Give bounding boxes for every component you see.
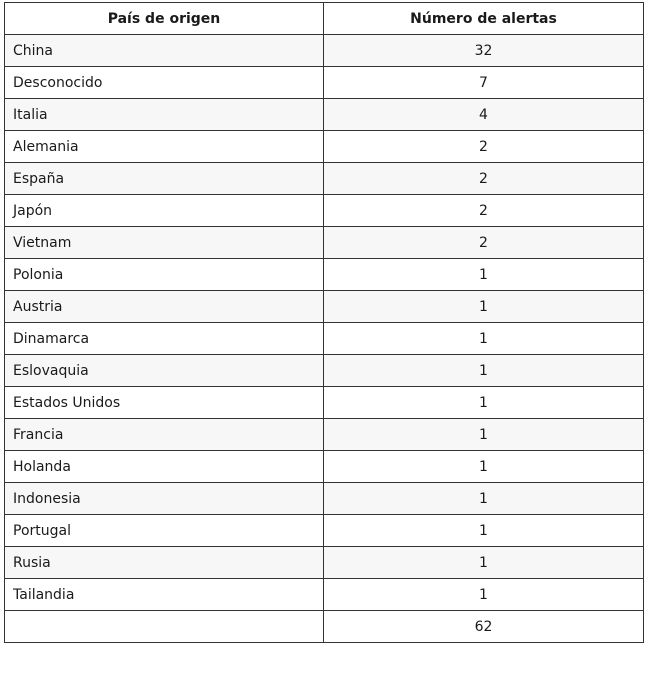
- alert-count-cell: 1: [324, 259, 644, 291]
- alert-count-cell: 1: [324, 419, 644, 451]
- table-row: [5, 131, 644, 163]
- header-alert-count: Número de alertas: [324, 3, 644, 35]
- country-cell: Francia: [5, 419, 324, 451]
- table-row: [5, 35, 644, 67]
- country-cell: España: [5, 163, 324, 195]
- table-row: [5, 515, 644, 547]
- country-cell: Austria: [5, 291, 324, 323]
- alert-count-cell: 4: [324, 99, 644, 131]
- table-row: [5, 291, 644, 323]
- table-row: [5, 195, 644, 227]
- country-cell: Holanda: [5, 451, 324, 483]
- table-row: [5, 355, 644, 387]
- header-country: País de origen: [5, 3, 324, 35]
- alert-count-cell: 1: [324, 483, 644, 515]
- alert-count-cell: 1: [324, 355, 644, 387]
- table-row: [5, 67, 644, 99]
- alert-count-cell: 1: [324, 547, 644, 579]
- country-cell: Japón: [5, 195, 324, 227]
- table-row: [5, 259, 644, 291]
- alert-count-cell: 2: [324, 163, 644, 195]
- country-cell: Desconocido: [5, 67, 324, 99]
- alert-count-cell: 1: [324, 387, 644, 419]
- alert-count-cell: 2: [324, 195, 644, 227]
- alert-count-cell: 1: [324, 579, 644, 611]
- country-cell: Indonesia: [5, 483, 324, 515]
- table-row: [5, 227, 644, 259]
- table-row: [5, 483, 644, 515]
- country-cell: Estados Unidos: [5, 387, 324, 419]
- table-row: [5, 99, 644, 131]
- alert-count-cell: 32: [324, 35, 644, 67]
- table-row: [5, 419, 644, 451]
- table-row: [5, 387, 644, 419]
- country-cell: Portugal: [5, 515, 324, 547]
- alert-count-cell: 2: [324, 131, 644, 163]
- country-cell: Dinamarca: [5, 323, 324, 355]
- country-cell: Alemania: [5, 131, 324, 163]
- alert-count-cell: 1: [324, 515, 644, 547]
- table-row: [5, 579, 644, 611]
- alert-count-cell: 2: [324, 227, 644, 259]
- table-body: [5, 35, 644, 611]
- alert-count-cell: 7: [324, 67, 644, 99]
- country-cell: Eslovaquia: [5, 355, 324, 387]
- total-label-cell: [5, 611, 324, 643]
- total-row: [5, 611, 644, 643]
- alert-count-cell: 1: [324, 323, 644, 355]
- alerts-by-country-table: [4, 2, 644, 643]
- alert-count-cell: 1: [324, 291, 644, 323]
- total-count-cell: 62: [324, 611, 644, 643]
- country-cell: China: [5, 35, 324, 67]
- table-row: [5, 451, 644, 483]
- country-cell: Rusia: [5, 547, 324, 579]
- header-row: [5, 3, 644, 35]
- country-cell: Polonia: [5, 259, 324, 291]
- alert-count-cell: 1: [324, 451, 644, 483]
- country-cell: Tailandia: [5, 579, 324, 611]
- table-row: [5, 547, 644, 579]
- table-row: [5, 323, 644, 355]
- country-cell: Vietnam: [5, 227, 324, 259]
- country-cell: Italia: [5, 99, 324, 131]
- table-row: [5, 163, 644, 195]
